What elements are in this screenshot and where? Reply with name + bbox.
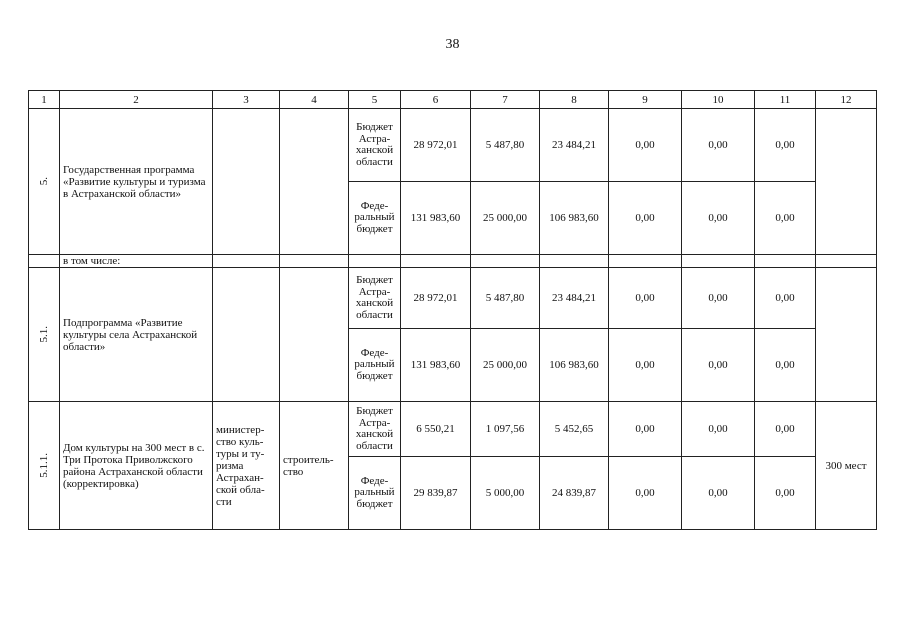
value-cell: 131 983,60	[401, 329, 471, 402]
funding-source: Федеральный бюджет	[349, 182, 401, 255]
column-header: 7	[471, 91, 540, 109]
column-header: 12	[816, 91, 877, 109]
ministry-cell: министерство культуры и туризма Астраханской области	[213, 402, 280, 530]
including-row	[29, 255, 877, 268]
value-cell: 0,00	[682, 268, 755, 329]
column-header: 3	[213, 91, 280, 109]
table-row	[29, 402, 877, 457]
including-label: в том числе:	[60, 255, 213, 268]
value-cell: 0,00	[755, 268, 816, 329]
table-row	[29, 268, 877, 329]
object-name: Дом культуры на 300 мест в с. Три Протока Приволжского района Астраханской области (корректировка)	[60, 402, 213, 530]
value-cell: 131 983,60	[401, 182, 471, 255]
value-cell: 0,00	[682, 402, 755, 457]
value-cell: 0,00	[609, 268, 682, 329]
value-cell: 5 487,80	[471, 268, 540, 329]
value-cell: 106 983,60	[540, 182, 609, 255]
funding-source: Бюджет Астраханской области	[349, 109, 401, 182]
work-cell	[280, 109, 349, 255]
column-header: 8	[540, 91, 609, 109]
column-number-row	[29, 91, 877, 109]
program-name: Государственная программа «Развитие культуры и туризма в Астраханской области»	[60, 109, 213, 255]
row-number: 5.1.1.	[29, 402, 60, 530]
funding-source: Бюджет Астраханской области	[349, 268, 401, 329]
page-number: 38	[445, 37, 460, 52]
value-cell: 0,00	[682, 457, 755, 530]
value-cell: 29 839,87	[401, 457, 471, 530]
ministry-cell	[213, 268, 280, 402]
result-cell	[816, 268, 877, 402]
row-number	[29, 255, 60, 268]
column-header: 10	[682, 91, 755, 109]
budget-table	[28, 90, 877, 530]
value-cell: 0,00	[609, 182, 682, 255]
funding-source: Бюджет Астраханской области	[349, 402, 401, 457]
value-cell: 0,00	[609, 457, 682, 530]
result-cell: 300 мест	[816, 402, 877, 530]
value-cell: 25 000,00	[471, 329, 540, 402]
value-cell: 6 550,21	[401, 402, 471, 457]
result-cell	[816, 109, 877, 255]
value-cell: 0,00	[755, 329, 816, 402]
column-header: 11	[755, 91, 816, 109]
work-cell	[280, 268, 349, 402]
value-cell: 0,00	[755, 402, 816, 457]
value-cell: 23 484,21	[540, 109, 609, 182]
value-cell: 5 452,65	[540, 402, 609, 457]
value-cell: 0,00	[755, 109, 816, 182]
column-header: 6	[401, 91, 471, 109]
column-header: 4	[280, 91, 349, 109]
value-cell: 106 983,60	[540, 329, 609, 402]
value-cell: 0,00	[609, 402, 682, 457]
value-cell: 0,00	[755, 457, 816, 530]
ministry-cell	[213, 109, 280, 255]
value-cell: 0,00	[682, 109, 755, 182]
value-cell: 0,00	[682, 329, 755, 402]
value-cell: 1 097,56	[471, 402, 540, 457]
work-cell: строительство	[280, 402, 349, 530]
value-cell: 24 839,87	[540, 457, 609, 530]
column-header: 9	[609, 91, 682, 109]
table-row	[29, 109, 877, 182]
value-cell: 5 000,00	[471, 457, 540, 530]
column-header: 2	[60, 91, 213, 109]
row-number: 5.1.	[29, 268, 60, 402]
value-cell: 0,00	[755, 182, 816, 255]
row-number: 5.	[29, 109, 60, 255]
value-cell: 0,00	[609, 329, 682, 402]
funding-source: Федеральный бюджет	[349, 457, 401, 530]
value-cell: 23 484,21	[540, 268, 609, 329]
value-cell: 0,00	[682, 182, 755, 255]
value-cell: 0,00	[609, 109, 682, 182]
value-cell: 5 487,80	[471, 109, 540, 182]
value-cell: 28 972,01	[401, 268, 471, 329]
column-header: 1	[29, 91, 60, 109]
value-cell: 28 972,01	[401, 109, 471, 182]
funding-source: Федеральный бюджет	[349, 329, 401, 402]
value-cell: 25 000,00	[471, 182, 540, 255]
column-header: 5	[349, 91, 401, 109]
subprogram-name: Подпрограмма «Развитие культуры села Астраханской области»	[60, 268, 213, 402]
